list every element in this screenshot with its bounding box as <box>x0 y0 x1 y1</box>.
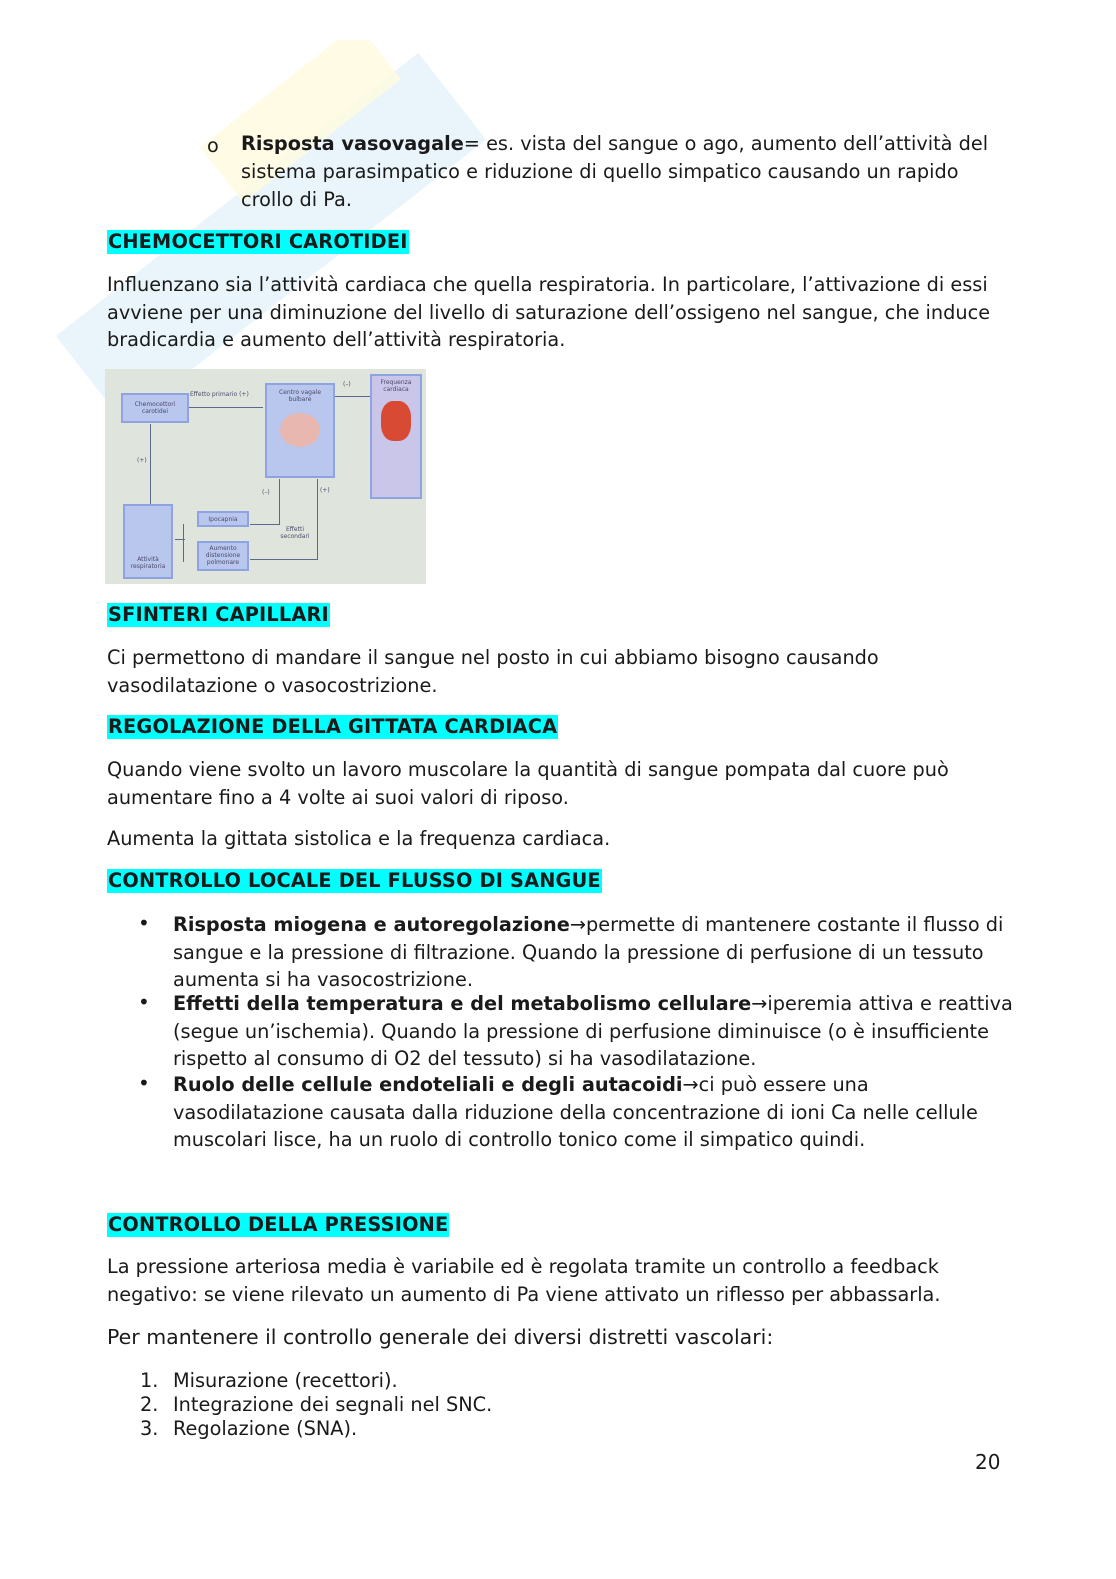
respiratory-label: Attività respiratoria <box>130 556 166 570</box>
arrow-icon: → <box>569 913 586 936</box>
item-term: Ruolo delle cellule endoteliali e degli autacoidi <box>173 1073 683 1096</box>
secondary-effects-label: Effetti secondari <box>280 526 310 540</box>
item-text: permette di mantenere costante il flusso di sangue e la pressione di filtrazione. Quando la pressione di perfusione di un tessuto aumenta si ha vasocostrizione. <box>173 913 1004 991</box>
vagal-center-box <box>265 383 335 478</box>
bullet-icon: • <box>138 1071 150 1095</box>
heading-sfinteri: SFINTERI CAPILLARI <box>108 603 329 626</box>
item-text: iperemia attiva e reattiva (segue un’ischemia). Quando la pressione di perfusione diminuisce (o è insufficiente rispetto al consumo di O2 del tessuto) si ha vasodilatazione. <box>173 992 1013 1070</box>
heart-rate-box <box>370 374 422 499</box>
heading-controllo-locale: CONTROLLO LOCALE DEL FLUSSO DI SANGUE <box>108 869 601 892</box>
list-item <box>173 990 1013 1073</box>
paragraph: Quando viene svolto un lavoro muscolare la quantità di sangue pompata dal cuore può aumentare fino a 4 volte ai suoi valori di riposo. <box>107 758 949 809</box>
numbered-item: Regolazione (SNA). <box>173 1417 358 1440</box>
numbered-item: Misurazione (recettori). <box>173 1369 398 1392</box>
arrow-icon: → <box>682 1073 699 1096</box>
arrow-icon: → <box>751 992 768 1015</box>
paragraph: La pressione arteriosa media è variabile ed è regolata tramite un controllo a feedback negativo: se viene rilevato un aumento di Pa viene attivato un riflesso per abbassarla. <box>107 1255 941 1306</box>
list-item <box>173 911 1013 994</box>
heading-chemocettori: CHEMOCETTORI CAROTIDEI <box>108 230 408 253</box>
list-number: 1. <box>140 1369 159 1392</box>
distension-box: Aumento distensione polmonare <box>197 541 249 571</box>
vagal-center-label: Centro vagale bulbare <box>278 389 322 403</box>
heart-icon <box>381 401 411 441</box>
chemoreceptor-box: Chemocettori carotidei <box>121 393 189 423</box>
numbered-item: Integrazione dei segnali nel SNC. <box>173 1393 493 1416</box>
paragraph: Aumenta la gittata sistolica e la frequenza cardiaca. <box>107 827 611 850</box>
heading-gittata: REGOLAZIONE DELLA GITTATA CARDIACA <box>108 715 558 738</box>
minus-label: (–) <box>262 489 270 496</box>
item-text: ci può essere una vasodilatazione causata dalla riduzione della concentrazione di ioni Ca nelle cellule muscolari lisce, ha un ruolo di controllo tonico come il simpatico quindi. <box>173 1073 978 1151</box>
list-item <box>173 1071 1013 1154</box>
item-term: Risposta miogena e autoregolazione <box>173 913 570 936</box>
paragraph: Ci permettono di mandare il sangue nel posto in cui abbiamo bisogno causando vasodilatazione o vasocostrizione. <box>107 646 879 697</box>
brain-icon <box>280 413 320 447</box>
minus-label: (–) <box>343 381 351 388</box>
vasovagal-item <box>241 130 1011 214</box>
primary-effect-label: Effetto primario (+) <box>190 391 249 398</box>
plus-label: (+) <box>320 487 330 494</box>
paragraph: Per mantenere il controllo generale dei diversi distretti vascolari: <box>107 1325 774 1349</box>
chemoreceptor-diagram <box>105 369 426 584</box>
bullet-icon: • <box>138 990 150 1014</box>
item-term: Effetti della temperatura e del metabolismo cellulare <box>173 992 752 1015</box>
page-number: 20 <box>975 1450 1001 1474</box>
plus-label: (+) <box>137 457 147 464</box>
paragraph: Influenzano sia l’attività cardiaca che quella respiratoria. In particolare, l’attivazione di essi avviene per una diminuzione del livello di saturazione dell’ossigeno nel sangue, che induce bradicardia e aumento dell’attività respiratoria. <box>107 273 991 351</box>
respiratory-box <box>123 504 173 579</box>
item-term: Risposta vasovagale <box>241 132 464 155</box>
sub-bullet-marker: o <box>207 134 219 157</box>
heart-rate-label: Frequenza cardiaca <box>380 379 412 393</box>
hypocapnia-box: Ipocapnia <box>197 511 249 527</box>
list-number: 3. <box>140 1417 159 1440</box>
item-text: = es. vista del sangue o ago, aumento dell’attività del sistema parasimpatico e riduzione di quello simpatico causando un rapido crollo di Pa. <box>241 132 989 211</box>
heading-controllo-pressione: CONTROLLO DELLA PRESSIONE <box>108 1213 449 1236</box>
list-number: 2. <box>140 1393 159 1416</box>
bullet-icon: • <box>138 911 150 935</box>
